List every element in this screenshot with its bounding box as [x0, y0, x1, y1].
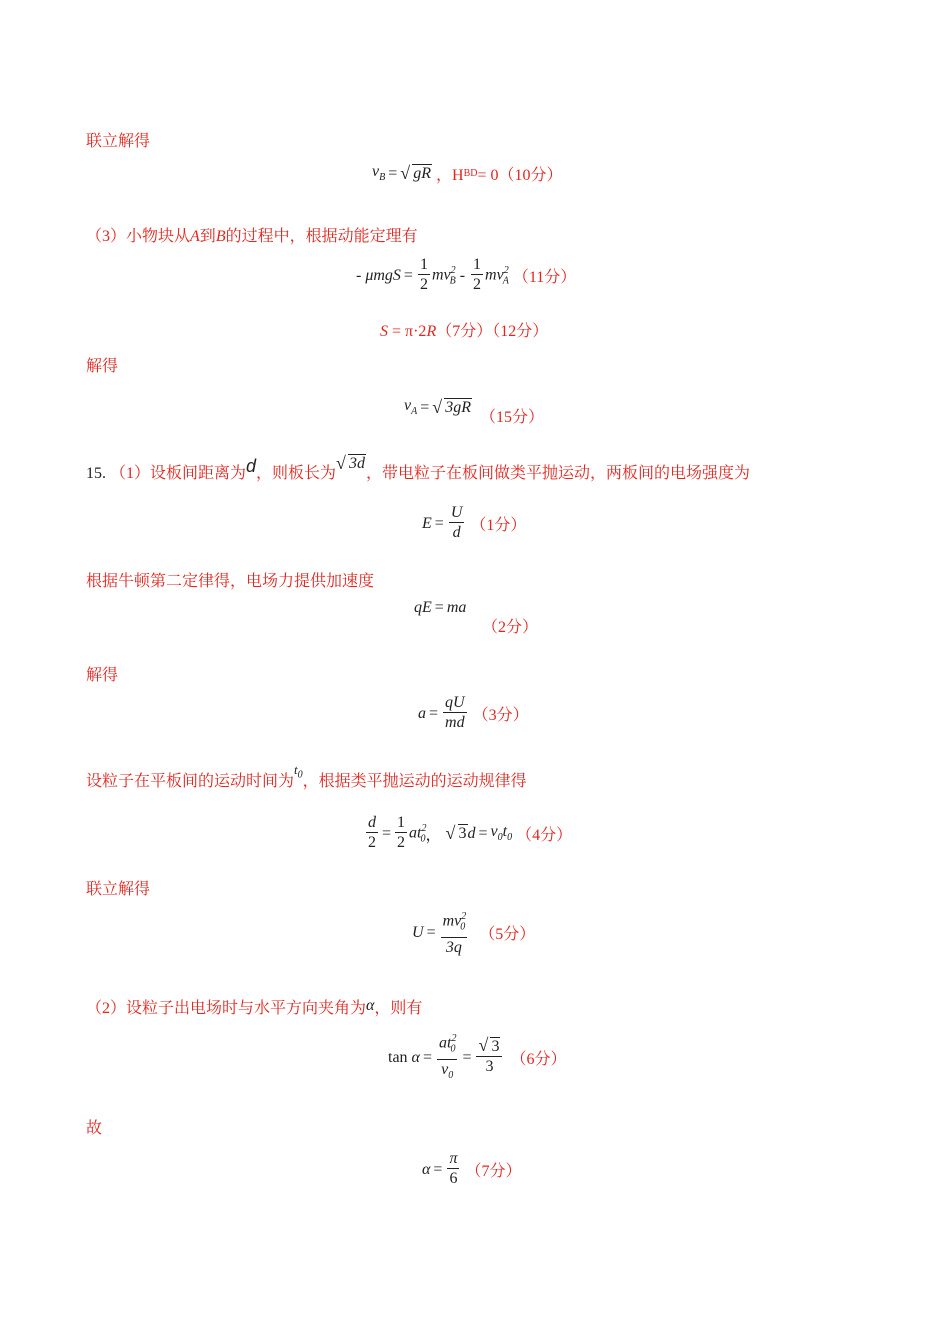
- formula-work-energy: - μmgS = $\frac{1}{2}$ $mv^2_B$ - $\frac{1}{2}$ $mv^2_A$ （11分）: [356, 256, 577, 293]
- score-2: （2分）: [482, 619, 539, 636]
- exponent-2: 2: [461, 911, 467, 922]
- text-part3-intro: （3）小物块从A到B的过程中，根据动能定理有: [86, 228, 418, 245]
- text-solve-jointly-2: 联立解得: [86, 881, 151, 898]
- text-therefore: 故: [86, 1120, 103, 1137]
- formula-S: S = π·2R（7分）（12分）: [380, 323, 549, 340]
- formula-qE: qE = ma: [414, 599, 467, 616]
- text-solve-jointly-1: 联立解得: [86, 133, 151, 150]
- exponent-2: 2: [421, 822, 427, 834]
- formula-alpha: α = $\frac{\pi}{6}$ （7分）: [422, 1150, 522, 1187]
- formula-U: U = $\frac{mv^2_0}{3q}$ （5分）: [412, 908, 535, 958]
- formula-vB: $v_B$ = √ gR ，H BD = 0（10分）: [372, 162, 563, 184]
- exponent-2: 2: [450, 264, 456, 276]
- formula-E: E = $\frac{U}{d}$ （1分）: [422, 504, 527, 541]
- exponent-2: 2: [451, 1033, 457, 1044]
- text-newton: 根据牛顿第二定律得，电场力提供加速度: [86, 573, 375, 590]
- text-solve-2: 解得: [86, 667, 119, 684]
- exponent-2: 2: [503, 264, 509, 276]
- formula-vA: $v_A$ = √ 3gR （15分）: [404, 396, 545, 426]
- problem-15-intro: 15. （1）设板间距离为d，则板长为 √ 3d，带电粒子在板间做类平抛运动，两板间的电场强度为: [86, 453, 751, 482]
- formula-tan-alpha: tan α = $\frac{at^2_0}{v_0}$ = √ 3 3 （6分）: [388, 1030, 566, 1086]
- text-solve-1: 解得: [86, 358, 119, 375]
- formula-kinematics: $\frac{d}{2}$ = $\frac{1}{2}$ $at^2_0$ ， √ 3 d = $v_0t_0$ （4分）: [368, 814, 573, 851]
- formula-a: a = $\frac{qU}{md}$ （3分）: [418, 694, 529, 731]
- text-part2-intro: （2）设粒子出电场时与水平方向夹角为α，则有: [86, 997, 423, 1017]
- text-time-intro: 设粒子在平板间的运动时间为$^{t_0}$，根据类平抛运动的运动规律得: [86, 762, 527, 790]
